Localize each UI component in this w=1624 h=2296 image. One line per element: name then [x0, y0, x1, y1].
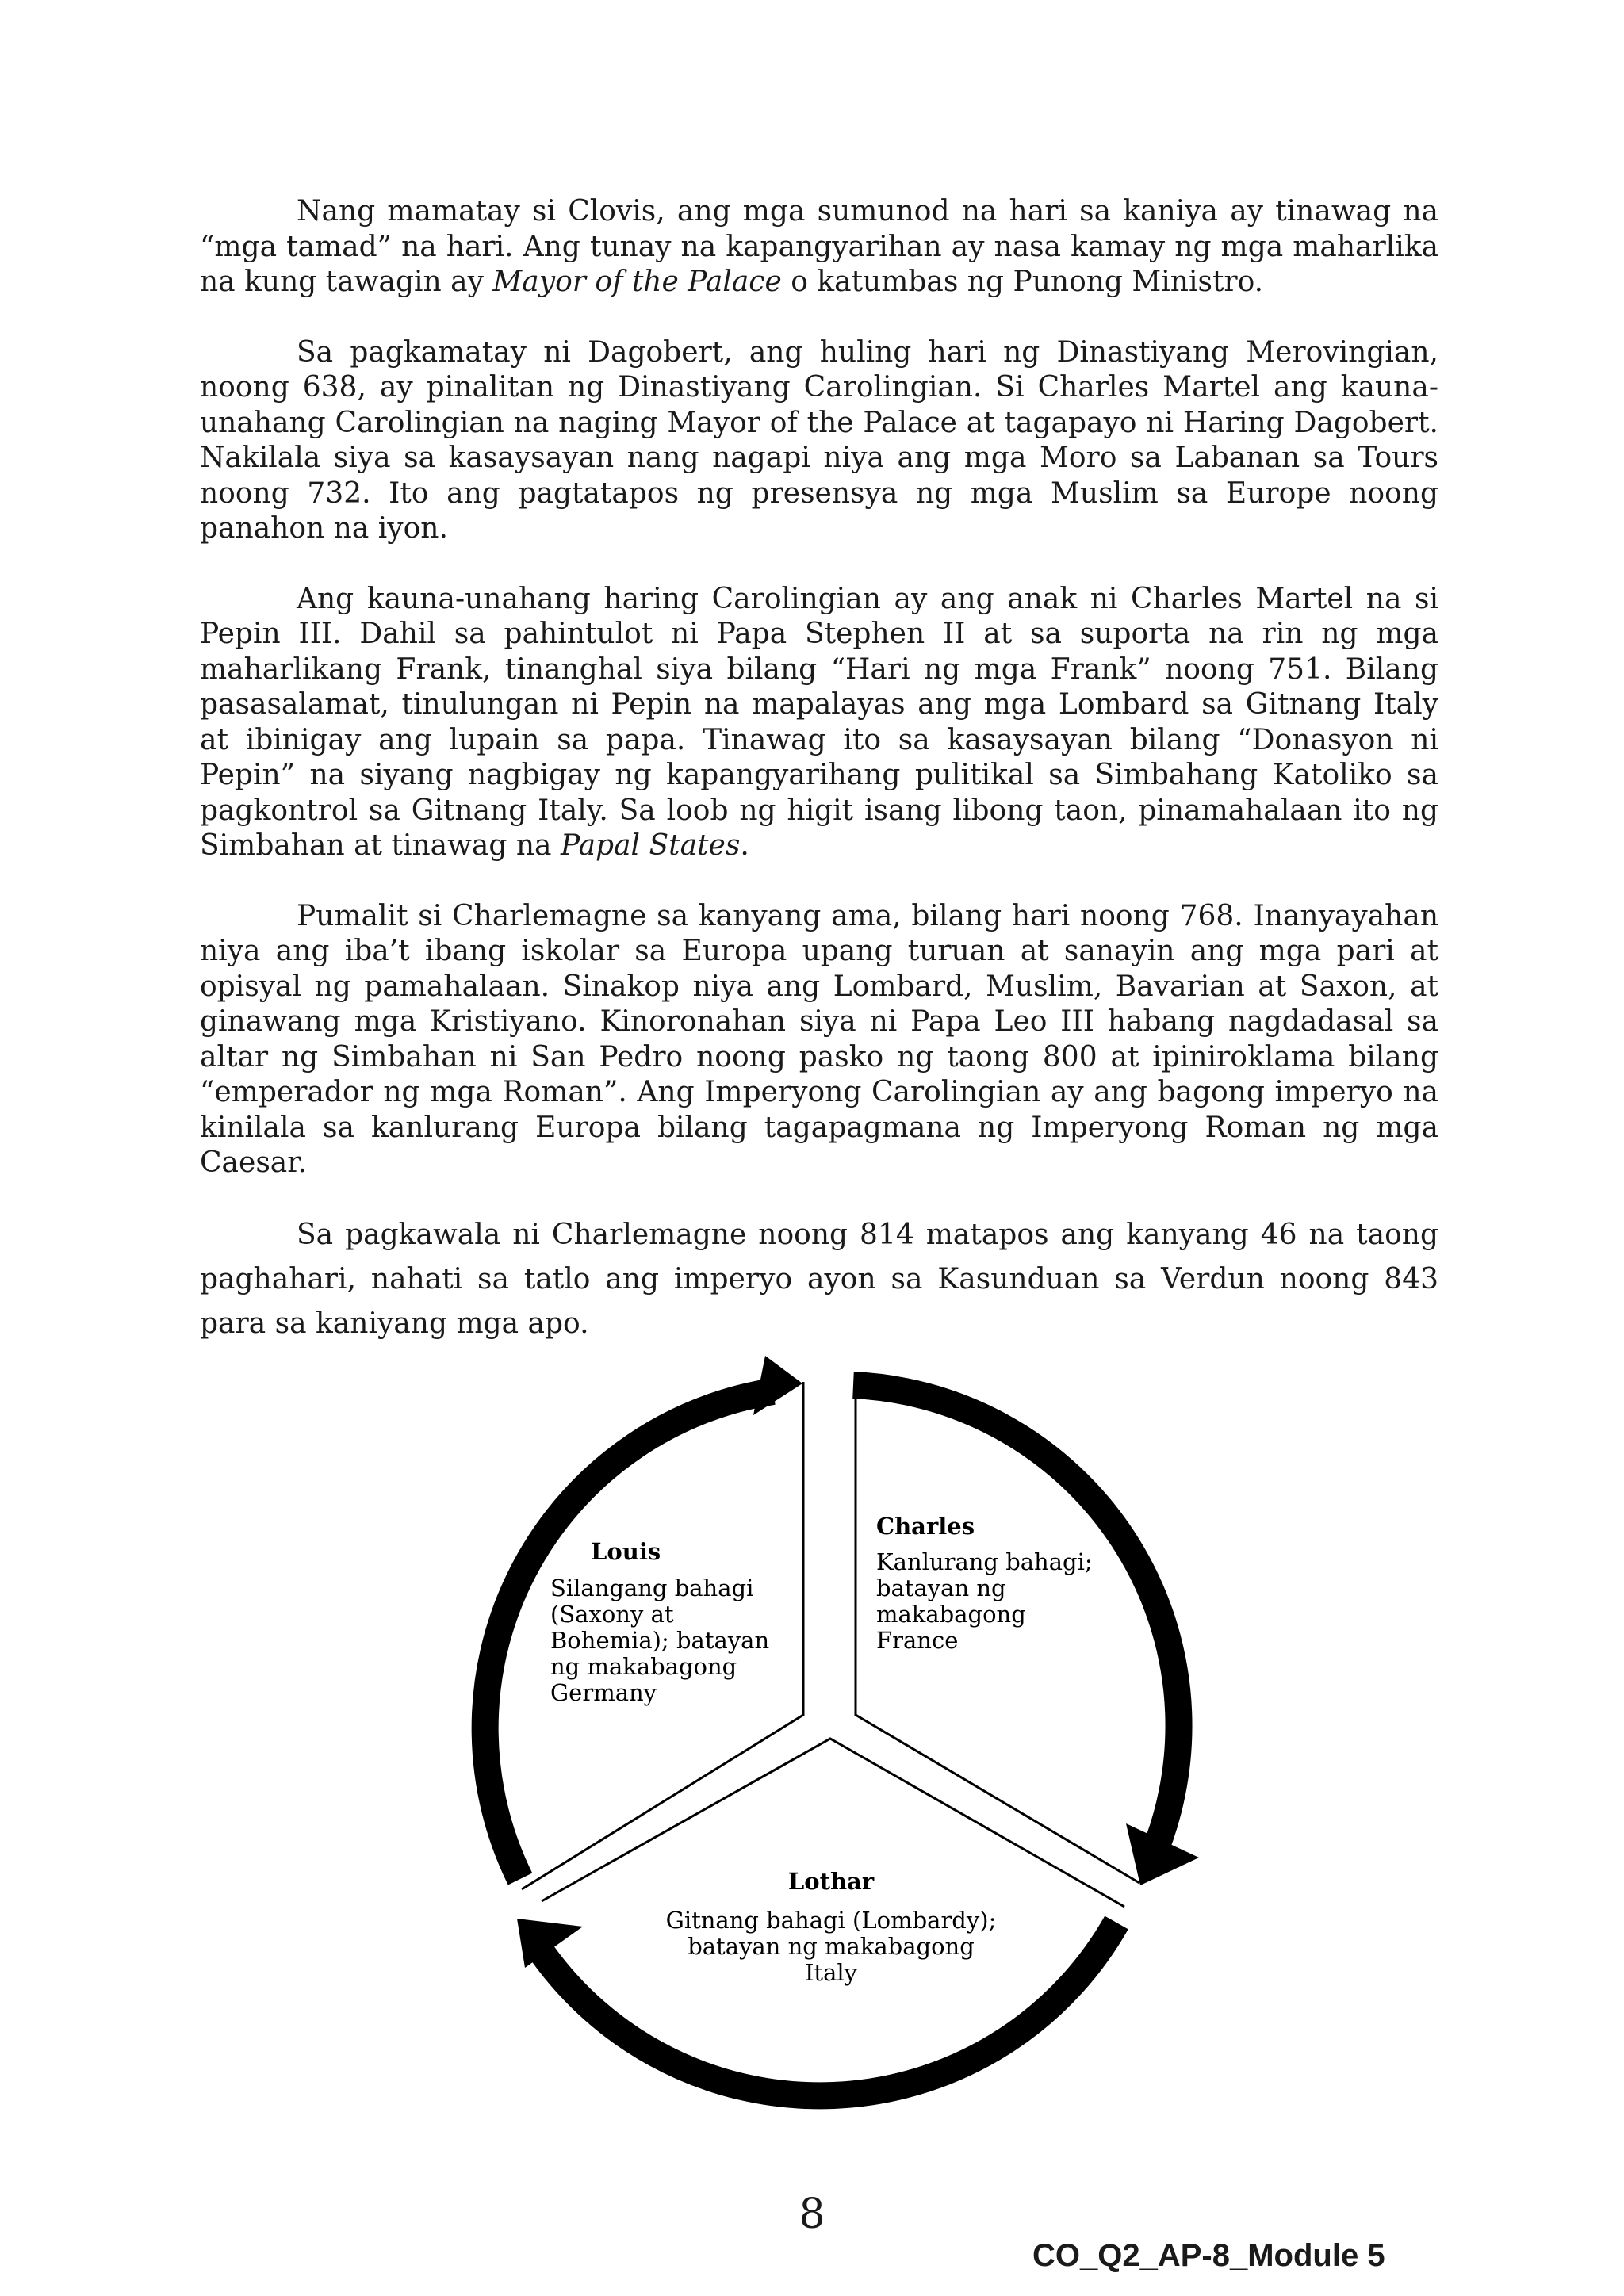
- text-segment: Pumalit si Charlemagne sa kanyang ama, bilang hari noong 768. Inanyayahan niya ang iba’t ibang iskolar sa Europa upang turuan at sanayin ang mga pari at opisyal ng pamahalaan. Sinakop niya ang Lombard, Muslim, Bavarian at Saxon, at ginawang mga Kristiyano. Kinoronahan siya ni Papa Leo III habang nagdadasal sa altar ng Simbahan ni San Pedro noong pasko ng taong 800 at ipiniroklama bilang “emperador ng mga Roman”. Ang Imperyong Carolingian ay ang bagong imperyo na kinilala sa kanlurang Europa bilang tagapagmana ng Imperyong Roman ng mga Caesar.: [200, 899, 1438, 1179]
- charles-name: Charles: [876, 1513, 975, 1540]
- text-segment: Nang mamatay si Clovis, ang mga sumunod na hari sa kaniya ay tinawag na “mga tamad” na hari. Ang tunay na kapangyarihan ay nasa kamay ng mga maharlika na kung tawagin ay: [200, 195, 1438, 298]
- label-line: Italy: [804, 1959, 858, 1986]
- module-code: CO_Q2_AP-8_Module 5: [1032, 2238, 1385, 2273]
- lothar-description: [666, 1907, 997, 1986]
- label-line: Kanlurang bahagi;: [876, 1548, 1093, 1575]
- text-segment: o katumbas ng Punong Ministro.: [781, 266, 1264, 298]
- label-line: batayan ng: [876, 1575, 1006, 1601]
- page-number: 8: [799, 2191, 825, 2238]
- text-segment: Sa pagkawala ni Charlemagne noong 814 matapos ang kanyang 46 na taong paghahari, nahati sa tatlo ang imperyo ayon sa Kasunduan sa Verdun noong 843 para sa kaniyang mga apo.: [200, 1218, 1438, 1340]
- italic-term: Mayor of the Palace: [492, 266, 782, 298]
- label-line: Silangang bahagi: [550, 1575, 754, 1601]
- louis-name: Louis: [591, 1538, 661, 1565]
- arrowhead-louis: [753, 1356, 802, 1415]
- label-line: Germany: [550, 1679, 657, 1706]
- charles-description: [876, 1548, 1093, 1654]
- label-line: Gitnang bahagi (Lombardy);: [665, 1907, 997, 1934]
- label-line: batayan ng makabagong: [688, 1933, 975, 1960]
- label-line: (Saxony at: [550, 1601, 674, 1628]
- text-segment: Ang kauna-unahang haring Carolingian ay ang anak ni Charles Martel na si Pepin III. Dahil sa pahintulot ni Papa Stephen II at sa suporta na rin ng mga maharlikang Frank, tinanghal siya bilang “Hari ng mga Frank” noong 751. Bilang pasasalamat, tinulungan ni Pepin na mapalayas ang mga Lombard sa Gitnang Italy at ibinigay ang lupain sa papa. Tinawag ito sa kasaysayan bilang “Donasyon ni Pepin” na siyang nagbigay ng kapangyarihang pulitikal sa Simbahang Katoliko sa pagkontrol sa Gitnang Italy. Sa loob ng higit isang libong taon, pinamahalaan ito ng Simbahan at tinawag na: [200, 582, 1438, 862]
- text-segment: Sa pagkamatay ni Dagobert, ang huling hari ng Dinastiyang Merovingian, noong 638, ay pinalitan ng Dinastiyang Carolingian. Si Charles Martel ang kauna-unahang Carolingian na naging Mayor of the Palace at tagapayo ni Haring Dagobert. Nakilala siya sa kasaysayan nang nagapi niya ang mga Moro sa Labanan sa Tours noong 732. Ito ang pagtatapos ng presensya ng mga Muslim sa Europe noong panahon na iyon.: [200, 335, 1438, 545]
- label-line: makabagong: [876, 1601, 1026, 1628]
- text-segment: .: [740, 829, 749, 862]
- louis-description: [550, 1575, 769, 1706]
- label-line: ng makabagong: [550, 1653, 737, 1680]
- label-line: Bohemia); batayan: [550, 1627, 770, 1654]
- italic-term: Papal States: [560, 829, 741, 862]
- lothar-name: Lothar: [787, 1868, 875, 1895]
- label-line: France: [876, 1627, 959, 1654]
